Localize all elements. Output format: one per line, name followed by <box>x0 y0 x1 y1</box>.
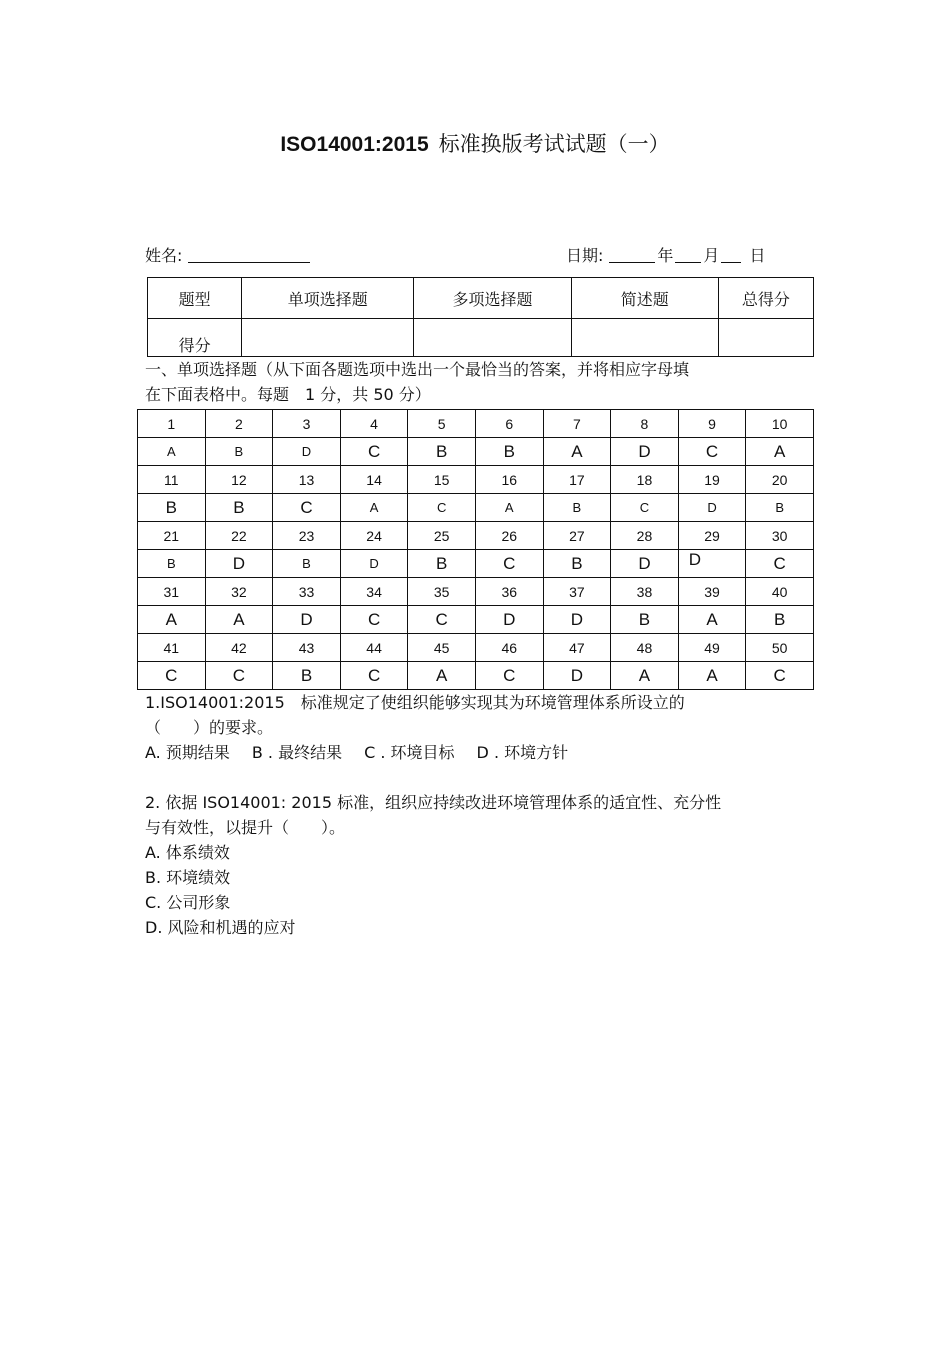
answer-cell[interactable]: D <box>543 662 611 690</box>
answer-number-row <box>138 410 814 438</box>
answer-number-row <box>138 578 814 606</box>
q2-option-d[interactable]: D. 风险和机遇的应对 <box>145 918 296 937</box>
answer-cell[interactable]: B <box>408 550 476 578</box>
question-number-cell: 5 <box>408 410 476 438</box>
year-label: 年 <box>657 246 674 265</box>
question-number-cell: 36 <box>475 578 543 606</box>
answer-cell[interactable]: C <box>678 438 746 466</box>
answer-cell[interactable]: B <box>205 438 273 466</box>
answer-cell[interactable]: C <box>205 662 273 690</box>
question-number-cell: 43 <box>273 634 341 662</box>
question-number-cell: 49 <box>678 634 746 662</box>
question-number-cell: 24 <box>340 522 408 550</box>
question-number-cell: 1 <box>138 410 206 438</box>
question-number-cell: 35 <box>408 578 476 606</box>
score-header-cell: 单项选择题 <box>242 278 414 319</box>
answer-cell[interactable]: A <box>408 662 476 690</box>
answer-table <box>137 409 814 690</box>
answer-cell[interactable]: A <box>543 438 611 466</box>
score-header-row <box>148 278 814 319</box>
question-number-cell: 32 <box>205 578 273 606</box>
question-1 <box>145 690 825 740</box>
answer-cell[interactable]: B <box>543 494 611 522</box>
question-number-cell: 37 <box>543 578 611 606</box>
score-row-label: 得分 <box>148 319 242 357</box>
q1-option-b[interactable]: B . 最终结果 <box>251 743 343 762</box>
answer-number-row <box>138 634 814 662</box>
answer-cell[interactable]: C <box>273 494 341 522</box>
answer-cell[interactable]: D <box>611 438 679 466</box>
question-number-cell: 28 <box>611 522 679 550</box>
answer-cell[interactable]: D <box>543 606 611 634</box>
answer-cell[interactable]: B <box>746 494 814 522</box>
question-number-cell: 41 <box>138 634 206 662</box>
answer-cell[interactable]: D <box>340 550 408 578</box>
question-2-line1: 2. 依据 ISO14001: 2015 标准，组织应持续改进环境管理体系的适宜性、充分性 <box>145 793 722 812</box>
answer-row <box>138 494 814 522</box>
question-2-options <box>145 840 296 940</box>
question-number-cell: 8 <box>611 410 679 438</box>
answer-cell[interactable]: B <box>273 550 341 578</box>
answer-cell[interactable]: C <box>340 606 408 634</box>
question-number-cell: 6 <box>475 410 543 438</box>
question-1-line1: 1.ISO14001:2015 标准规定了使组织能够实现其为环境管理体系所设立的 <box>145 693 685 712</box>
answer-cell[interactable]: A <box>475 494 543 522</box>
question-number-cell: 40 <box>746 578 814 606</box>
answer-cell[interactable]: D <box>273 606 341 634</box>
answer-cell[interactable]: A <box>138 606 206 634</box>
score-header-cell: 总得分 <box>718 278 813 319</box>
question-number-cell: 48 <box>611 634 679 662</box>
question-number-cell: 7 <box>543 410 611 438</box>
answer-cell[interactable]: B <box>138 550 206 578</box>
question-number-cell: 11 <box>138 466 206 494</box>
year-blank[interactable] <box>609 262 655 263</box>
answer-cell[interactable]: A <box>678 662 746 690</box>
answer-cell[interactable]: B <box>138 494 206 522</box>
answer-cell[interactable]: C <box>611 494 679 522</box>
answer-number-row <box>138 466 814 494</box>
question-number-cell: 47 <box>543 634 611 662</box>
question-number-cell: 50 <box>746 634 814 662</box>
question-number-cell: 17 <box>543 466 611 494</box>
q2-option-b[interactable]: B. 环境绩效 <box>145 868 231 887</box>
question-number-cell: 14 <box>340 466 408 494</box>
answer-cell[interactable]: A <box>611 662 679 690</box>
answer-cell[interactable]: D <box>678 550 746 578</box>
name-label: 姓名: <box>145 246 183 265</box>
q1-option-c[interactable]: C . 环境目标 <box>364 743 455 762</box>
question-number-cell: 3 <box>273 410 341 438</box>
section1-line1: 一、单项选择题（从下面各题选项中选出一个最恰当的答案，并将相应字母填 <box>145 360 690 379</box>
answer-cell[interactable]: B <box>408 438 476 466</box>
score-table <box>147 277 814 357</box>
question-number-cell: 23 <box>273 522 341 550</box>
answer-row <box>138 438 814 466</box>
question-number-cell: 21 <box>138 522 206 550</box>
question-number-cell: 20 <box>746 466 814 494</box>
score-cell-short[interactable] <box>571 319 718 357</box>
question-number-cell: 34 <box>340 578 408 606</box>
day-label: 日 <box>749 246 766 265</box>
answer-cell[interactable]: B <box>273 662 341 690</box>
answer-cell[interactable]: C <box>408 494 476 522</box>
question-number-cell: 46 <box>475 634 543 662</box>
section1-line2: 在下面表格中。每题 1 分，共 50 分） <box>145 385 431 404</box>
score-header-cell: 简述题 <box>571 278 718 319</box>
q2-option-a[interactable]: A. 体系绩效 <box>145 843 230 862</box>
answer-cell[interactable]: C <box>138 662 206 690</box>
answer-cell[interactable]: D <box>611 550 679 578</box>
title-main: 标准换版考试试题（一） <box>438 132 670 156</box>
month-label: 月 <box>703 246 720 265</box>
q1-option-d[interactable]: D . 环境方针 <box>476 743 569 762</box>
question-number-cell: 27 <box>543 522 611 550</box>
question-number-cell: 26 <box>475 522 543 550</box>
question-number-cell: 16 <box>475 466 543 494</box>
question-number-cell: 31 <box>138 578 206 606</box>
day-blank[interactable] <box>721 262 741 263</box>
question-number-cell: 29 <box>678 522 746 550</box>
page-title <box>0 128 950 158</box>
answer-cell[interactable]: B <box>746 606 814 634</box>
answer-cell[interactable]: C <box>340 662 408 690</box>
answer-cell[interactable]: B <box>205 494 273 522</box>
score-value-row <box>148 319 814 357</box>
answer-cell[interactable]: C <box>475 550 543 578</box>
answer-cell[interactable]: C <box>340 438 408 466</box>
score-header-cell: 多项选择题 <box>414 278 571 319</box>
question-number-cell: 15 <box>408 466 476 494</box>
question-number-cell: 9 <box>678 410 746 438</box>
question-2 <box>145 790 825 840</box>
answer-cell[interactable]: A <box>205 606 273 634</box>
answer-cell[interactable]: D <box>678 494 746 522</box>
date-line <box>566 243 765 266</box>
question-number-cell: 2 <box>205 410 273 438</box>
question-number-cell: 13 <box>273 466 341 494</box>
answer-cell[interactable]: C <box>475 662 543 690</box>
question-number-cell: 44 <box>340 634 408 662</box>
question-number-cell: 10 <box>746 410 814 438</box>
question-number-cell: 30 <box>746 522 814 550</box>
question-number-cell: 22 <box>205 522 273 550</box>
score-cell-multi[interactable] <box>414 319 571 357</box>
score-cell-single[interactable] <box>242 319 414 357</box>
answer-cell[interactable]: A <box>340 494 408 522</box>
answer-cell[interactable]: B <box>543 550 611 578</box>
score-header-cell: 题型 <box>148 278 242 319</box>
name-blank[interactable] <box>188 262 310 263</box>
answer-cell[interactable]: C <box>746 550 814 578</box>
question-number-cell: 42 <box>205 634 273 662</box>
answer-cell[interactable]: A <box>746 438 814 466</box>
question-number-cell: 18 <box>611 466 679 494</box>
answer-cell[interactable]: D <box>475 606 543 634</box>
date-label: 日期: <box>566 246 604 265</box>
name-line <box>145 243 310 266</box>
answer-cell[interactable]: D <box>205 550 273 578</box>
question-number-cell: 38 <box>611 578 679 606</box>
question-1-line2: （ ）的要求。 <box>145 718 274 737</box>
answer-cell[interactable]: B <box>611 606 679 634</box>
question-1-options <box>145 740 590 763</box>
answer-cell[interactable]: A <box>138 438 206 466</box>
month-blank[interactable] <box>675 262 701 263</box>
q1-option-a[interactable]: A. 预期结果 <box>145 743 230 762</box>
title-code: ISO14001:2015 <box>280 133 429 156</box>
section1-instructions <box>145 357 825 407</box>
answer-number-row <box>138 522 814 550</box>
score-cell-total[interactable] <box>718 319 813 357</box>
answer-row <box>138 550 814 578</box>
question-number-cell: 33 <box>273 578 341 606</box>
question-number-cell: 25 <box>408 522 476 550</box>
question-number-cell: 45 <box>408 634 476 662</box>
answer-row <box>138 606 814 634</box>
answer-cell[interactable]: C <box>408 606 476 634</box>
answer-row <box>138 662 814 690</box>
question-number-cell: 39 <box>678 578 746 606</box>
answer-cell[interactable]: B <box>475 438 543 466</box>
answer-cell[interactable]: D <box>273 438 341 466</box>
answer-cell[interactable]: A <box>678 606 746 634</box>
question-number-cell: 12 <box>205 466 273 494</box>
question-number-cell: 4 <box>340 410 408 438</box>
q2-option-c[interactable]: C. 公司形象 <box>145 893 231 912</box>
answer-cell[interactable]: C <box>746 662 814 690</box>
question-2-line2: 与有效性，以提升（ ）。 <box>145 818 346 837</box>
question-number-cell: 19 <box>678 466 746 494</box>
